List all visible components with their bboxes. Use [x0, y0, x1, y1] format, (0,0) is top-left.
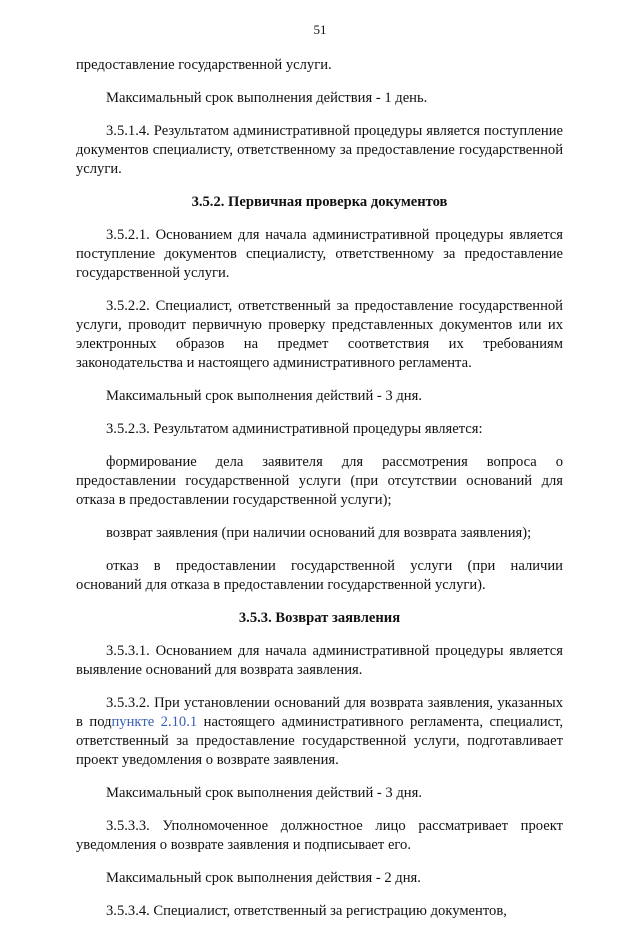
paragraph: формирование дела заявителя для рассмотрения вопроса о предоставлении государственной услуги (при отсутствии оснований для отказа в предоставлении государственной услуги); — [76, 454, 563, 508]
paragraph: отказ в предоставлении государственной услуги (при наличии оснований для отказа в предоставлении государственной услуги). — [76, 558, 563, 593]
paragraph: 3.5.2.3. Результатом административной процедуры является: — [106, 421, 483, 437]
paragraph: 3.5.3.3. Уполномоченное должностное лицо рассматривает проект уведомления о возврате заявления и подписывает его. — [76, 818, 563, 853]
paragraph: предоставление государственной услуги. — [76, 57, 332, 73]
paragraph: Максимальный срок выполнения действий - 3 дня. — [106, 785, 422, 801]
paragraph-with-link — [76, 694, 563, 770]
paragraph: Максимальный срок выполнения действия - 2 дня. — [106, 870, 421, 886]
document-body — [76, 56, 563, 935]
paragraph: 3.5.2.1. Основанием для начала административной процедуры является поступление документов специалисту, ответственному за предоставление государственной услуги. — [76, 227, 563, 281]
paragraph: 3.5.3.4. Специалист, ответственный за регистрацию документов, — [106, 903, 507, 919]
paragraph: 3.5.2.2. Специалист, ответственный за предоставление государственной услуги, проводит первичную проверку представленных документов или их электронных образов на предмет соответствия их требованиям законодательства и настоящего административного регламента. — [76, 298, 563, 371]
page-number: 51 — [313, 22, 327, 37]
paragraph: 3.5.1.4. Результатом административной процедуры является поступление документов специалисту, ответственному за предоставление государственной услуги. — [76, 123, 563, 177]
paragraph-text: настоящего административного регламента, специалист, ответственный за предоставление государственной услуги, подготавливает проект уведомления о возврате заявления. — [76, 714, 564, 768]
paragraph: Максимальный срок выполнения действий - 3 дня. — [106, 388, 422, 404]
paragraph: Максимальный срок выполнения действия - 1 день. — [106, 90, 428, 106]
paragraph: возврат заявления (при наличии оснований для возврата заявления); — [106, 525, 532, 541]
paragraph-text: 3.5.3.2. При установлении оснований для возврата заявления, указанных в под — [76, 695, 563, 730]
section-heading: 3.5.3. Возврат заявления — [238, 610, 401, 626]
section-heading: 3.5.2. Первичная проверка документов — [191, 194, 448, 210]
clause-link[interactable]: пункте 2.10.1 — [111, 714, 198, 730]
paragraph: 3.5.3.1. Основанием для начала административной процедуры является выявление оснований для возврата заявления. — [76, 643, 563, 678]
